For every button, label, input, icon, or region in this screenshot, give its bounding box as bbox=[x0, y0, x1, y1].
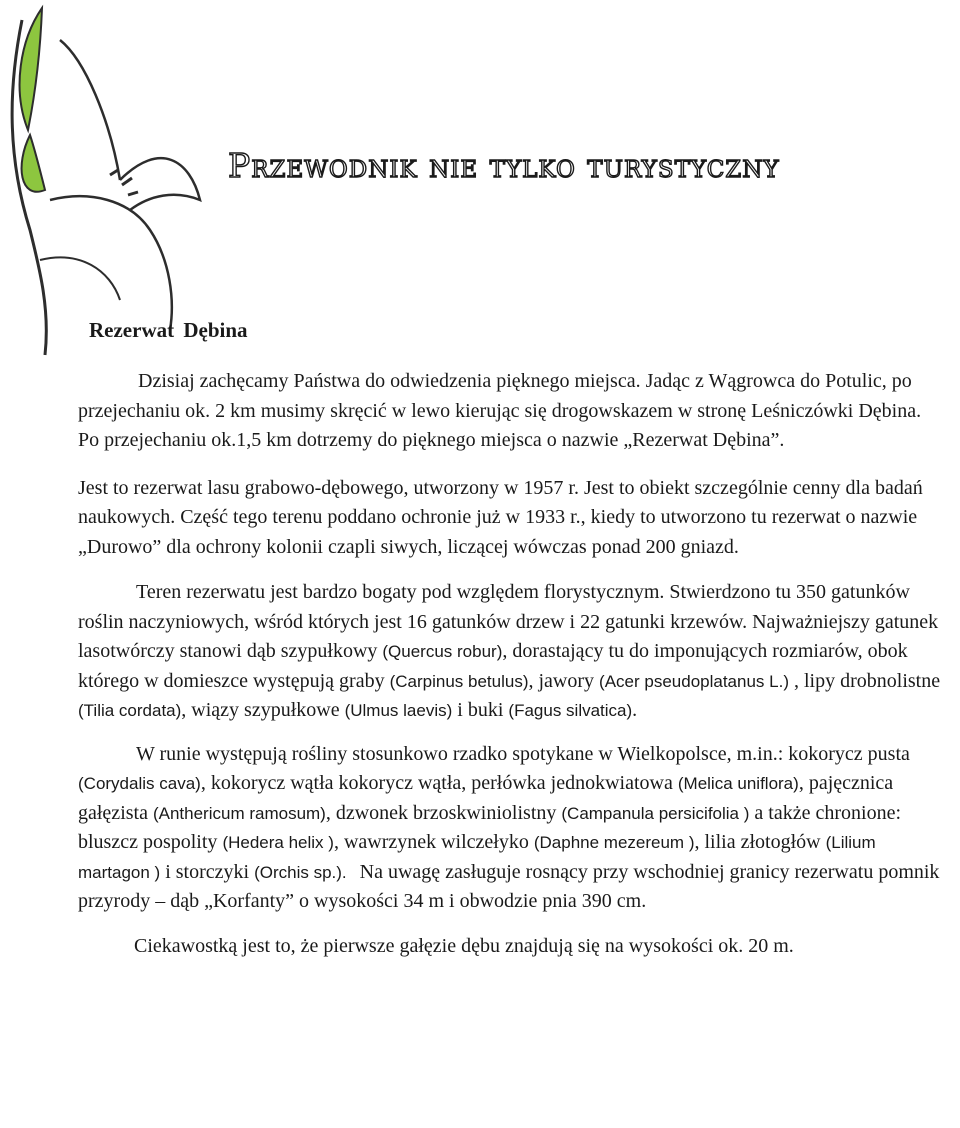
latin-name: (Fagus silvatica) bbox=[508, 701, 633, 720]
latin-name: (Acer pseudoplatanus L.) bbox=[599, 671, 789, 691]
latin-name: (Hedera helix ) bbox=[222, 833, 334, 852]
text: . bbox=[632, 699, 638, 721]
latin-name: (Lilium martagon ) bbox=[78, 833, 876, 882]
latin-name: (Anthericum ramosum) bbox=[152, 803, 326, 823]
text: , kokorycz wątła kokorycz wątła, perłówka jednokwiatowa bbox=[200, 772, 678, 794]
latin-name: (Orchis sp.). bbox=[254, 862, 347, 882]
text: , lipy drobnolistne bbox=[788, 669, 941, 692]
latin-name: (Daphne mezereum ) bbox=[533, 833, 695, 852]
paragraph-flora bbox=[78, 578, 946, 726]
text: i storczyki bbox=[160, 860, 255, 883]
text: i buki bbox=[452, 699, 509, 721]
latin-name: (Campanula persicifolia ) bbox=[561, 803, 750, 823]
article-title: Rezerwat Dębina bbox=[89, 318, 248, 342]
latin-name: (Melica uniflora) bbox=[677, 774, 799, 793]
paragraph-curiosity: Ciekawostką jest to, że pierwsze gałęzie dębu znajdują się na wysokości ok. 20 m. bbox=[134, 934, 794, 957]
latin-name: (Ulmus laevis) bbox=[344, 701, 453, 720]
text: a także chronione: bluszcz pospolity bbox=[78, 801, 901, 853]
latin-name: (Carpinus betulus) bbox=[389, 671, 529, 691]
lily-logo-icon bbox=[0, 0, 250, 360]
text: Teren rezerwatu jest bardzo bogaty pod względem florystycznym. Stwierdzono tu 350 gatunków roślin naczyniowych, wśród których jest 16 gatunków drzew i 22 gatunki krzewów. Najważniejszy gatunek lasotwórczy stanowi dąb szypułkowy bbox=[78, 581, 939, 662]
latin-name: (Quercus robur) bbox=[382, 642, 503, 661]
text: , jawory bbox=[528, 669, 600, 692]
text: , wawrzynek wilczełyko bbox=[333, 831, 534, 853]
text: , lilia złotogłów bbox=[694, 831, 826, 853]
text: Na uwagę zasługuje rosnący przy wschodniej granicy rezerwatu pomnik przyrody – dąb „Korfanty” o wysokości 34 m i obwodzie pnia 390 cm. bbox=[78, 860, 940, 912]
page-title: Przewodnik nie tylko turystyczny bbox=[228, 146, 780, 185]
paragraph-understory bbox=[78, 740, 946, 917]
article-body bbox=[78, 367, 946, 961]
text: , dzwonek brzoskwiniolistny bbox=[325, 801, 562, 824]
paragraph-reserve: Jest to rezerwat lasu grabowo-dębowego, utworzony w 1957 r. Jest to obiekt szczególnie cenny dla badań naukowych. Część tego terenu poddano ochronie już w 1933 r., kiedy to utworzono tu rezerwat o nazwie „Durowo” dla ochrony kolonii czapli siwych, liczącej wówczas ponad 200 gniazd. bbox=[78, 476, 923, 558]
text: W runie występują rośliny stosunkowo rzadko spotykane w Wielkopolsce, m.in.: kokorycz pusta bbox=[136, 742, 910, 765]
paragraph-intro: Dzisiaj zachęcamy Państwa do odwiedzenia pięknego miejsca. Jadąc z Wągrowca do Potulic, po przejechaniu ok. 2 km musimy skręcić w lewo kierując się drogowskazem w stronę Leśniczówki Dębina. Po przejechaniu ok.1,5 km dotrzemy do pięknego miejsca o nazwie „Rezerwat Dębina”. bbox=[78, 370, 922, 451]
text: , wiązy szypułkowe bbox=[181, 699, 345, 721]
text: , dorastający tu do imponujących rozmiarów, obok którego w domieszce występują graby bbox=[78, 640, 908, 692]
latin-name: (Corydalis cava) bbox=[78, 774, 201, 793]
text: , pajęcznica gałęzista bbox=[78, 772, 894, 824]
latin-name: (Tilia cordata) bbox=[78, 701, 182, 720]
